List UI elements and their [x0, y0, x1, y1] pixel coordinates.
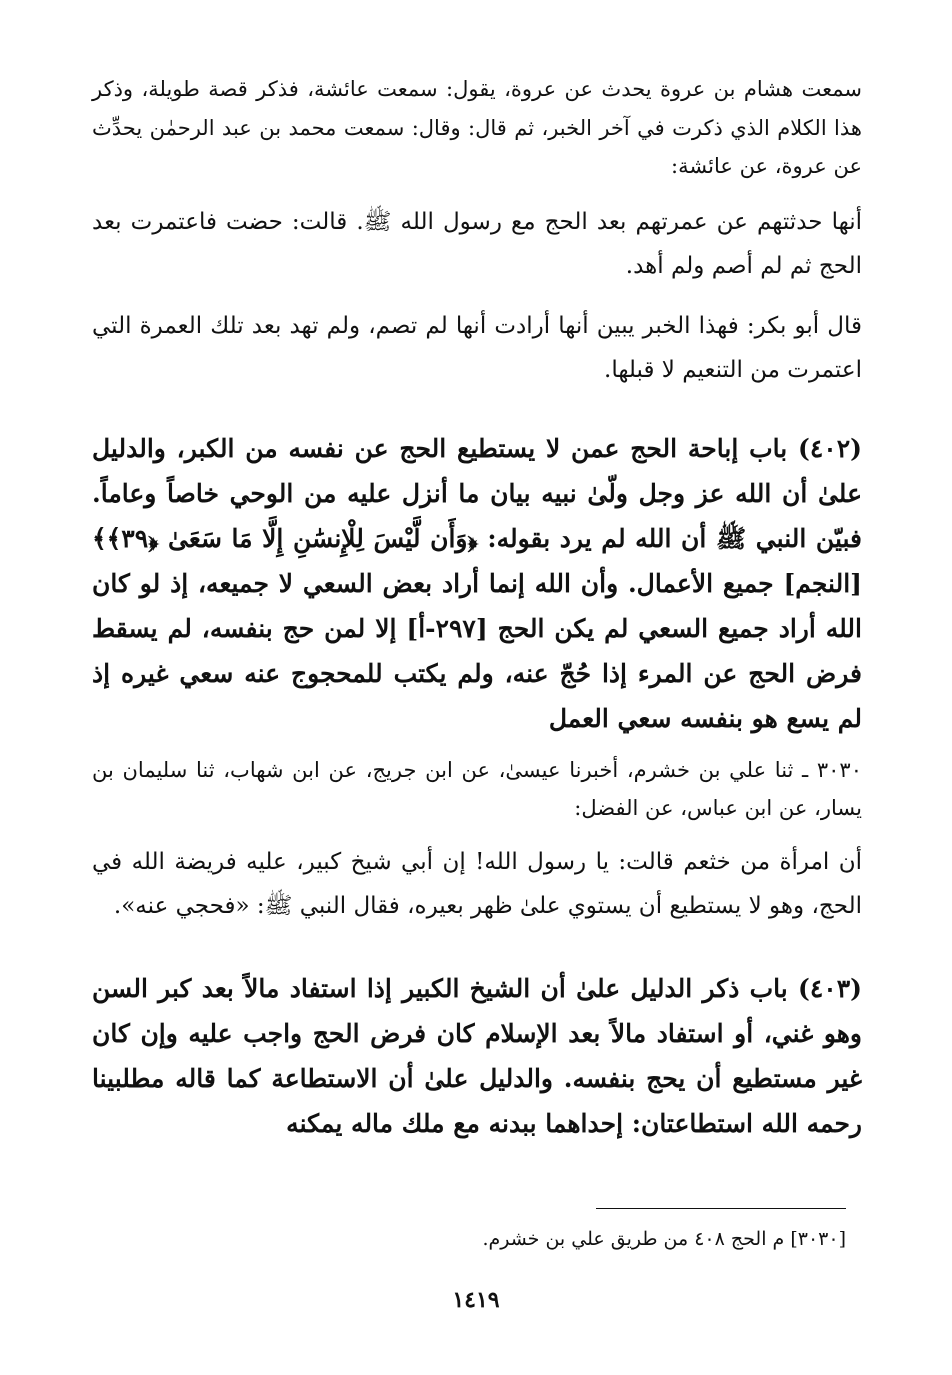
- hadith-3030-chain: ٣٠٣٠ ـ ثنا علي بن خشرم، أخبرنا عيسىٰ، عن ابن جريج، عن ابن شهاب، ثنا سليمان بن يسار، عن ابن عباس، عن الفضل:: [92, 757, 862, 820]
- commentary-paragraph: قال أبو بكر: فهذا الخبر يبين أنها أرادت أنها لم تصم، ولم تهد بعد تلك العمرة التي اعتمرت من التنعيم لا قبلها.: [92, 312, 862, 383]
- chapter-heading-402: (٤٠٢) باب إباحة الحج عمن لا يستطيع الحج عن نفسه من الكبر، والدليل علىٰ أن الله عز وجل ولّىٰ نبيه بيان ما أنزل عليه من الوحي خاصاً وعاماً. فبيّن النبي ﷺ أن الله لم يرد بقوله: ﴿وَأَن لَّيْسَ لِلْإِنسَٰنِ إِلَّا مَا سَعَىٰ ﴿٣٩﴾﴾ [النجم] جميع الأعمال. وأن الله إنما أراد بعض السعي لا جميعه، إذ لو كان الله أراد جميع السعي لم يكن الحج [٢٩٧-أ] إلا لمن حج بنفسه، لم يسقط فرض الحج عن المرء إذا حُجّ عنه، ولم يكتب للمحجوج عنه سعي غيره إذ لم يسع هو بنفسه سعي العمل: [92, 433, 862, 733]
- footnote: [٣٠٣٠] م الحج ٤٠٨ من طريق علي بن خشرم.: [482, 1228, 846, 1250]
- page-body: [92, 70, 862, 1146]
- footnote-divider: [596, 1208, 846, 1209]
- hadith-text-paragraph: أنها حدثتهم عن عمرتهم بعد الحج مع رسول الله ﷺ. قالت: حضت فاعتمرت بعد الحج ثم لم أصم ولم أهد.: [92, 208, 862, 279]
- narration-chain-paragraph: سمعت هشام بن عروة يحدث عن عروة، يقول: سمعت عائشة، فذكر قصة طويلة، وذكر هذا الكلام الذي ذكرت في آخر الخبر، ثم قال: وقال: سمعت محمد بن عبد الرحمٰن يحدِّث عن عروة، عن عائشة:: [92, 77, 862, 178]
- chapter-heading-403: (٤٠٣) باب ذكر الدليل علىٰ أن الشيخ الكبير إذا استفاد مالاً بعد كبر السن وهو غني، أو استفاد مالاً بعد الإسلام كان فرض الحج واجب عليه وإن كان غير مستطيع أن يحج بنفسه. والدليل علىٰ أن الاستطاعة كما قاله مطلبينا رحمه الله استطاعتان: إحداهما ببدنه مع ملك ماله يمكنه: [92, 973, 862, 1138]
- hadith-3030-text: أن امرأة من خثعم قالت: يا رسول الله! إن أبي شيخ كبير، عليه فريضة الله في الحج، وهو لا يستطيع أن يستوي علىٰ ظهر بعيره، فقال النبي ﷺ: «فحجي عنه».: [92, 848, 862, 919]
- page-number: ١٤١٩: [452, 1287, 500, 1313]
